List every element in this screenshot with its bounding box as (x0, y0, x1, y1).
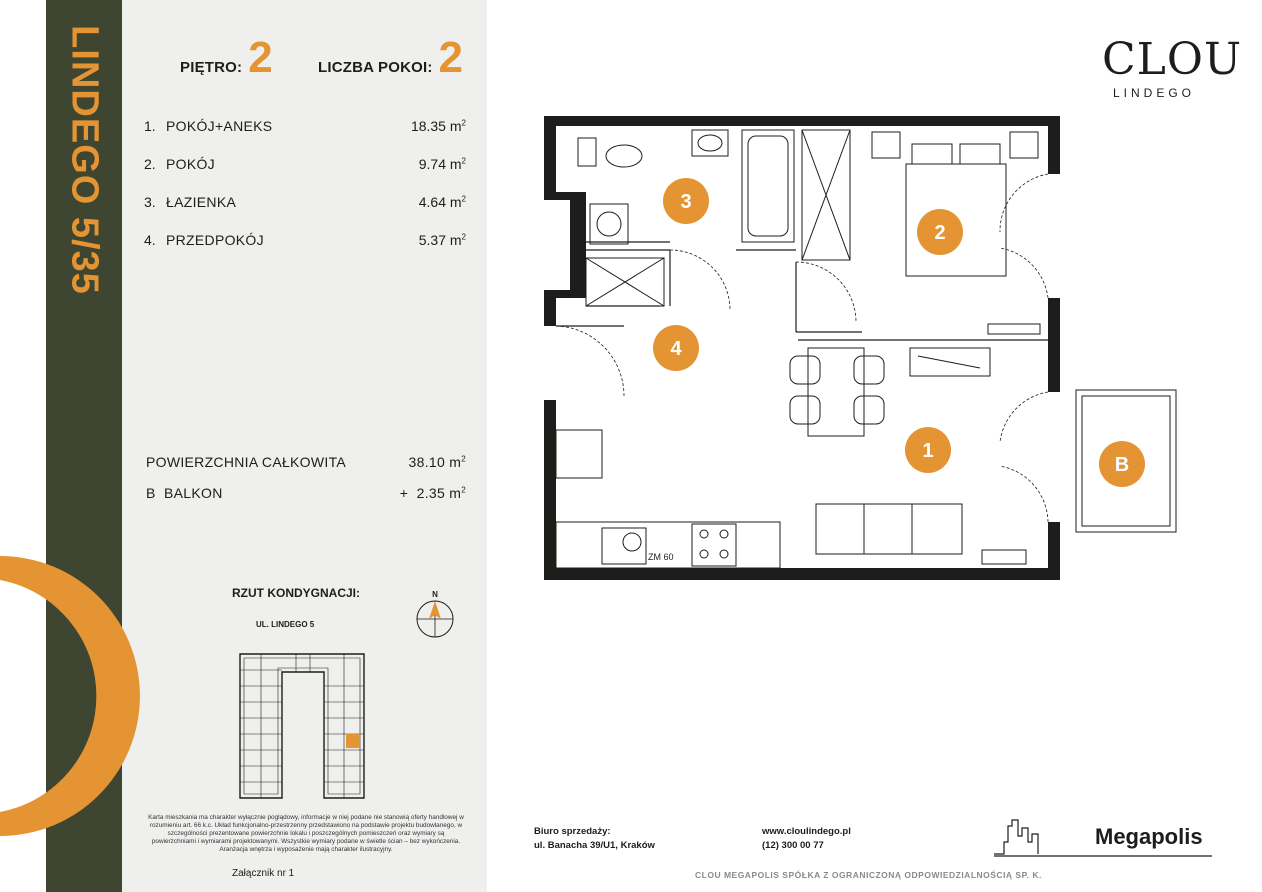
svg-text:B: B (1114, 454, 1130, 476)
annex-label: Załącznik nr 1 (232, 868, 295, 879)
info-panel (122, 0, 487, 892)
room-row (144, 118, 466, 134)
room-row (144, 232, 466, 248)
room-row (144, 194, 466, 210)
clou-logo: CLOU (1102, 34, 1243, 85)
office-label: Biuro sprzedaży: (534, 826, 611, 837)
room-name: PRZEDPOKÓJ (166, 232, 264, 248)
svg-text:N: N (432, 590, 438, 599)
svg-text:4: 4 (670, 338, 682, 360)
room-index: 3. (144, 194, 156, 210)
fridge-label: ZM 60 (648, 552, 674, 562)
total-area-row (146, 454, 466, 470)
rooms-count-label: LICZBA POKOI: (318, 59, 433, 76)
building-key-plan (236, 648, 486, 802)
balcony-row (146, 485, 466, 501)
room-area: 9.74 $m^2$ (418, 156, 466, 172)
floor-label: PIĘTRO: (180, 59, 243, 76)
room-name: ŁAZIENKA (166, 194, 237, 210)
office-address: ul. Banacha 39/U1, Kraków (534, 840, 655, 851)
clou-logo-sub: LINDEGO (1113, 86, 1196, 100)
room-index: 2. (144, 156, 156, 172)
total-area-label: POWIERZCHNIA CAŁKOWITA (146, 454, 347, 470)
building-title: LINDEGO 5/35 (63, 25, 106, 295)
apartment-floor-plan (540, 112, 1180, 588)
room-area: 5.37 $m^2$ (418, 232, 466, 248)
balcony-label: B BALKON (146, 485, 223, 501)
total-area-value: 38.10 $m^2$ (408, 454, 466, 470)
room-row (144, 156, 466, 172)
compass-icon (414, 588, 456, 640)
room-index: 4. (144, 232, 156, 248)
svg-text:2: 2 (934, 222, 946, 244)
svg-text:1: 1 (922, 440, 934, 462)
floor-plan-section-title: RZUT KONDYGNACJI: (232, 586, 360, 600)
svg-text:3: 3 (680, 191, 692, 213)
room-index: 1. (144, 118, 156, 134)
room-name: POKÓJ+ANEKS (166, 118, 273, 134)
room-area: 4.64 $m^2$ (418, 194, 466, 210)
balcony-area-value: + 2.35 $m^2$ (399, 485, 466, 501)
rooms-count-value: 2 (438, 33, 464, 82)
megapolis-logo: Megapolis (1095, 824, 1203, 849)
phone-number: (12) 300 00 77 (762, 840, 824, 851)
floor-stat (180, 33, 273, 82)
disclaimer: Karta mieszkania ma charakter wyłącznie poglądowy, informacje w niej podane nie stanowią oferty handlowej w rozumieniu art. 66 k.c. Układ funkcjonalno-przestrzenny przedstawiono na podstawie projektu budowlanego, w szczególności prezentowane powierzchnie lokalu i poszczególnych pomieszczeń oraz wymiary są powierzchniami i wymiarami projektowanymi. Wszystkie wymiary podane w świetle ścian – bez wykończenia. Aranżacja wnętrza i wyposażenie mają charakter ilustracyjny. (148, 814, 464, 853)
rooms-stat (318, 33, 464, 82)
floor-value: 2 (248, 33, 273, 82)
room-area: 18.35 $m^2$ (410, 118, 466, 134)
company-name: CLOU MEGAPOLIS SPÓŁKA Z OGRANICZONĄ ODPOWIEDZIALNOŚCIĄ SP. K. (695, 870, 1042, 880)
room-name: POKÓJ (166, 156, 215, 172)
street-label: UL. LINDEGO 5 (256, 620, 315, 629)
fixtures (556, 130, 1176, 568)
website-link[interactable]: www.cloulindego.pl (762, 826, 851, 837)
